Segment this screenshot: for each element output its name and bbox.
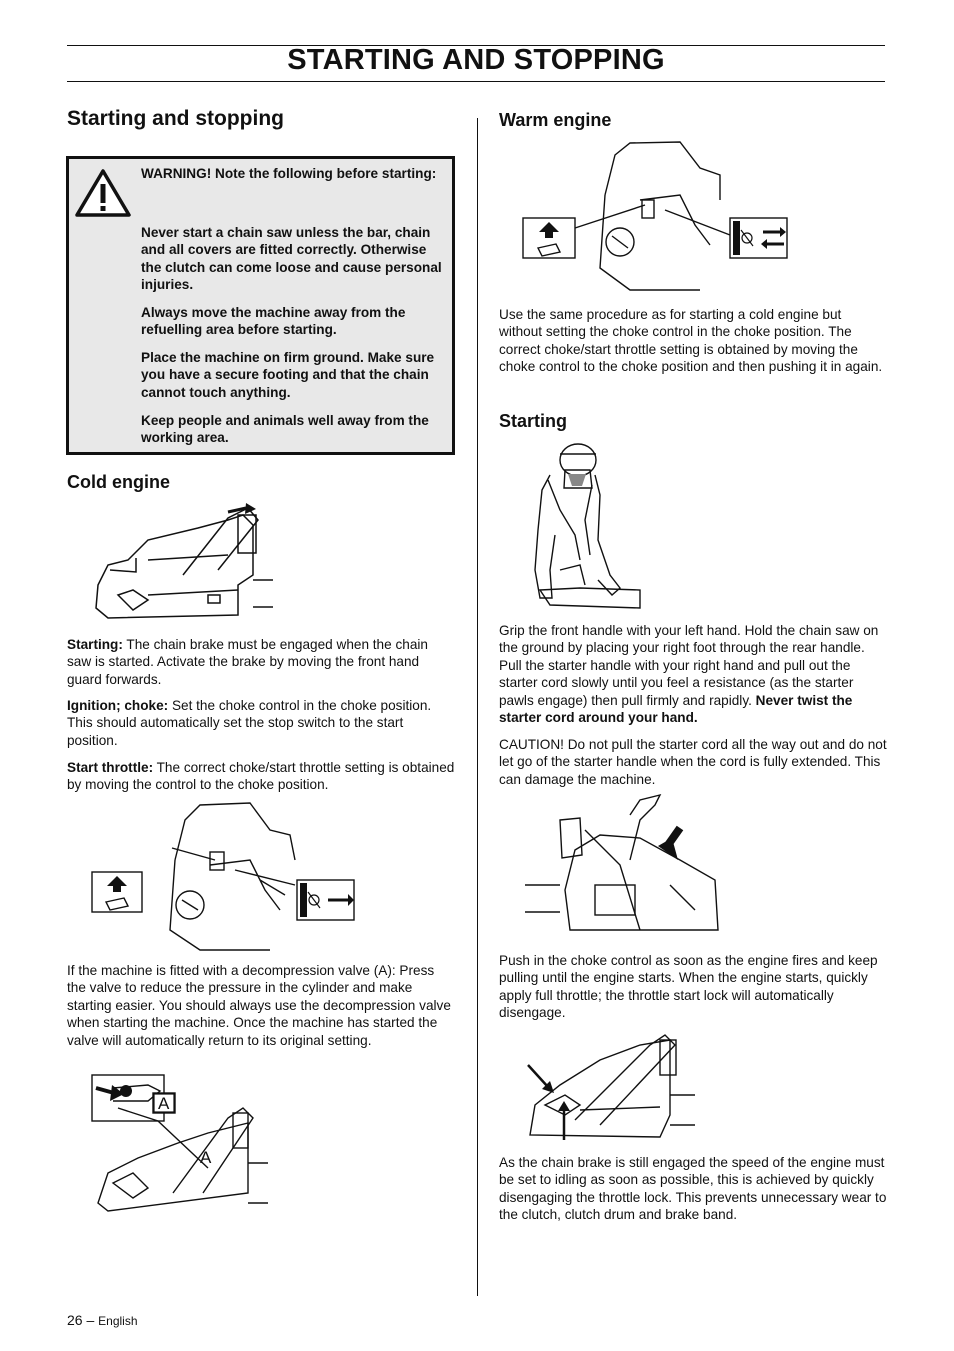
warm-engine-choke-illustration [520,140,790,300]
section-title: Starting and stopping [67,107,284,130]
warm-engine-paragraph: Use the same procedure as for starting a cold engine but without setting the choke control in the choke position. The correct choke/start throttle setting is obtained by moving the choke control to the choke position and then pushing it in again. [499,307,883,375]
page-footer [67,1312,138,1328]
warning-item: Never start a chain saw unless the bar, chain and all covers are fitted correctly. Otherwise the clutch can come loose and cause personal injuries. [141,225,442,293]
starting-label: Starting: [67,637,123,652]
column-divider [477,118,478,1296]
starting-text: The chain brake must be engaged when the chain saw is started. Activate the brake by moving the front hand guard forwards. [67,637,428,687]
cold-starting-paragraph [67,636,455,688]
throttle-paragraph [67,759,455,794]
throttle-label: Start throttle: [67,760,154,775]
label-a-valve: A [200,1148,212,1167]
grip-text: Grip the front handle with your left hand. Hold the chain saw on the ground by placing your right foot through the rear handle. Pull the starter handle with your right hand and pull out the starter cord slowly until you feel a resistance (as the starter pawls engage) then pull firmly and rapidly. [499,623,879,708]
header-rule-bottom [67,81,885,82]
warning-title: WARNING! Note the following before starting: [141,166,437,181]
decompression-valve-illustration [88,1073,278,1223]
push-choke-paragraph: Push in the choke control as soon as the engine fires and keep pulling until the engine starts. When the engine starts, quickly apply full throttle; the throttle start lock will automatically disengage. [499,953,878,1021]
choke-control-illustration [90,800,360,955]
cold-engine-heading: Cold engine [67,472,170,492]
page-number: 26 – [67,1312,95,1328]
warning-item: Keep people and animals well away from the working area. [141,413,429,446]
chain-brake-paragraph: As the chain brake is still engaged the speed of the engine must be set to idling as soon as possible, this is achieved by quickly disengaging the throttle lock. This prevents unnecessary wear to the clutch, clutch drum and brake band. [499,1155,887,1223]
decompression-paragraph: If the machine is fitted with a decompression valve (A): Press the valve to reduce the pressure in the cylinder and make starting easier. You should always use the decompression valve when starting the machine. Once the machine has started the valve will automatically return to its original setting. [67,963,451,1048]
choke-push-illustration [520,790,725,940]
chainsaw-brake-illustration [88,500,278,625]
ignition-paragraph [67,697,455,749]
ignition-label: Ignition; choke: [67,698,169,713]
grip-paragraph [499,622,887,726]
label-a-box: A [158,1094,170,1113]
throttle-lock-illustration [520,1025,700,1145]
footer-language: English [98,1314,138,1328]
warning-item: Always move the machine away from the refuelling area before starting. [141,305,406,338]
operator-starting-illustration [520,440,645,610]
page-title: STARTING AND STOPPING [287,44,665,76]
ignition-text: Set the choke control in the choke position. This should automatically set the stop switch to the start position. [67,698,432,748]
grip-warning: Never twist the starter cord around your hand. [499,692,853,726]
warning-item: Place the machine on firm ground. Make sure you have a secure footing and that the chain cannot touch anything. [141,350,435,400]
warning-triangle-icon [74,168,132,218]
warm-engine-heading: Warm engine [499,110,612,130]
throttle-text: The correct choke/start throttle setting is obtained by moving the control to the choke position. [67,760,455,793]
caution-paragraph: CAUTION! Do not pull the starter cord all the way out and do not let go of the starter handle when the cord is fully extended. This can damage the machine. [499,737,887,787]
starting-heading: Starting [499,411,568,431]
warning-box [66,156,455,455]
